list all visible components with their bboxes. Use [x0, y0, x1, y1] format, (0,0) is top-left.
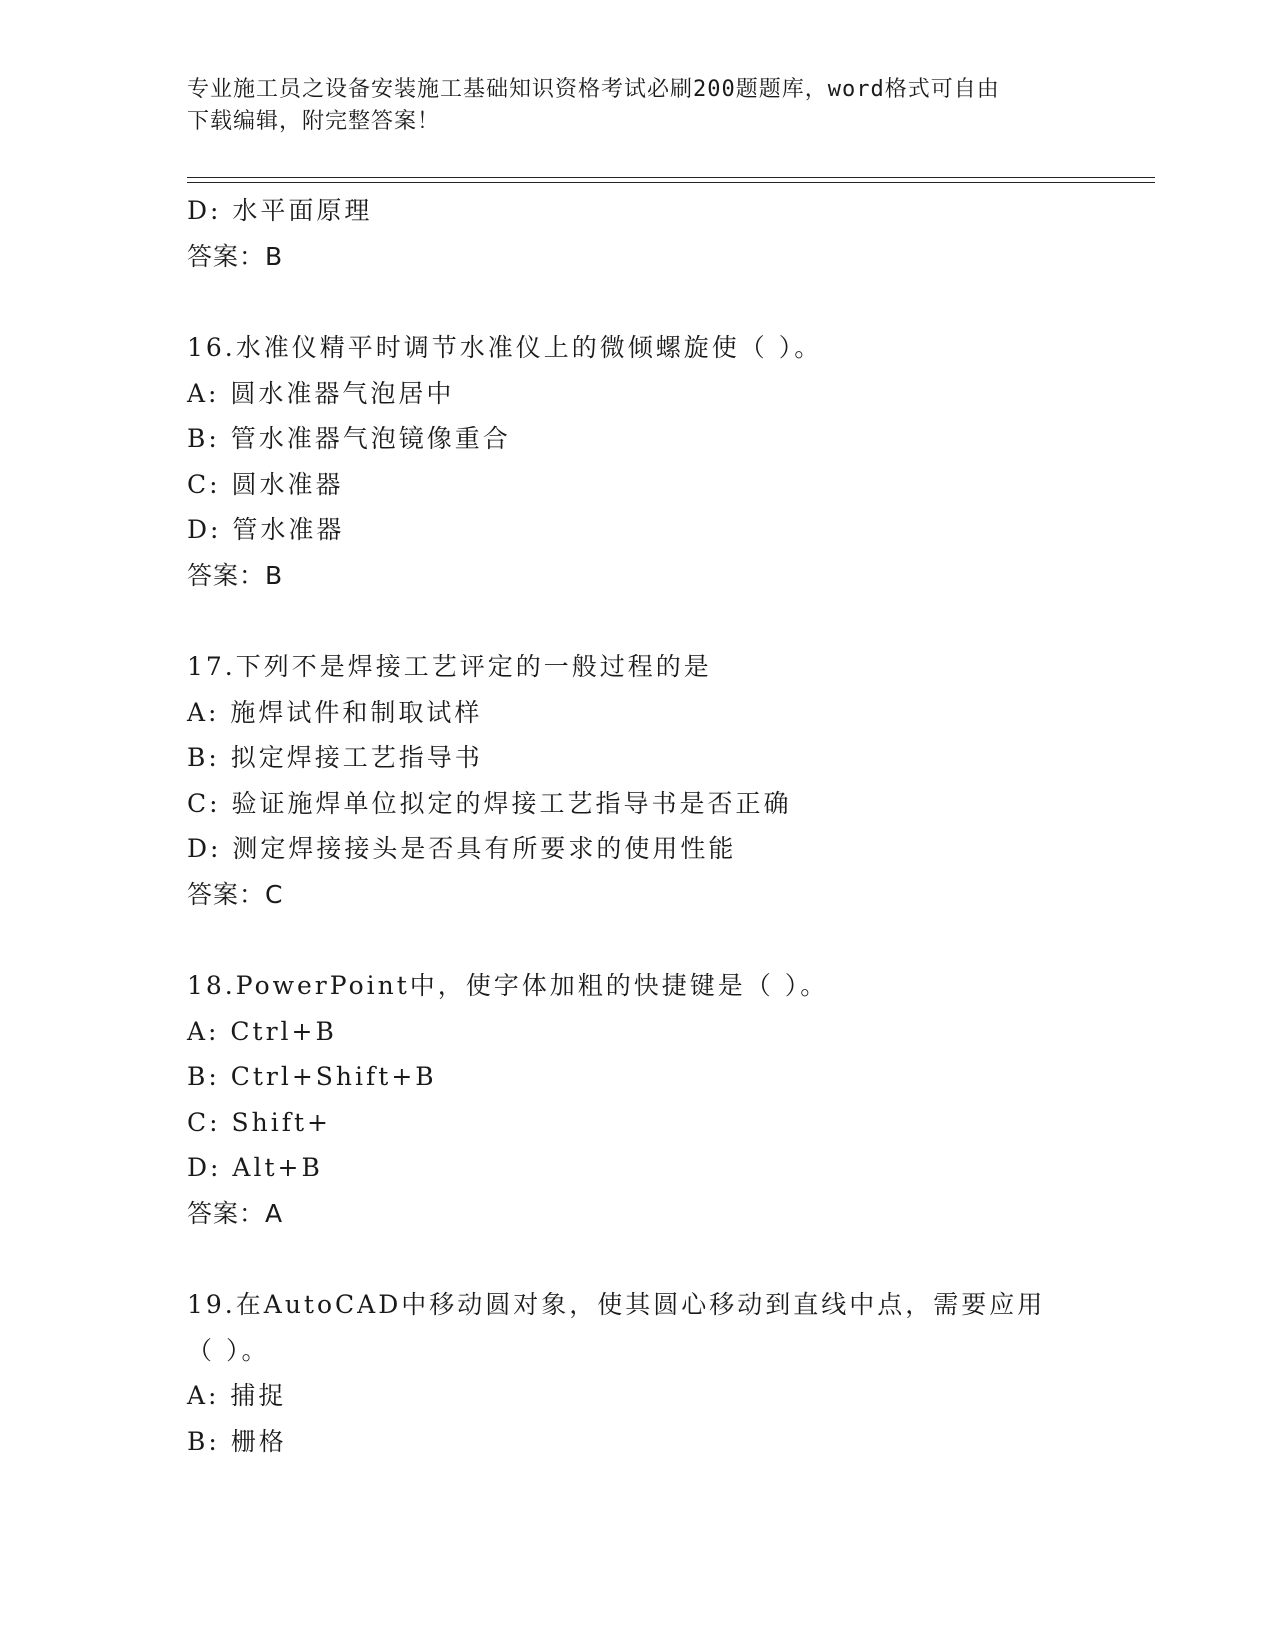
header-rule-bottom — [187, 182, 1155, 183]
q17-option-c: C: 验证施焊单位拟定的焊接工艺指导书是否正确 — [187, 788, 792, 818]
q19-option-b: B: 栅格 — [187, 1426, 287, 1456]
q16-option-a: A: 圆水准器气泡居中 — [187, 378, 455, 408]
spacer — [187, 1236, 1155, 1282]
q16-question: 16.水准仪精平时调节水准仪上的微倾螺旋使（ ）。 — [187, 333, 823, 362]
q19-question: 19.在AutoCAD中移动圆对象，使其圆心移动到直线中点，需要应用（ ）。 — [187, 1290, 1046, 1365]
q18-answer: 答案：A — [187, 1198, 284, 1228]
q18-option-a: A: Ctrl+B — [187, 1016, 337, 1046]
q19-option-a: A: 捕捉 — [187, 1381, 287, 1410]
q17-question: 17.下列不是焊接工艺评定的一般过程的是 — [187, 652, 712, 681]
spacer — [187, 598, 1155, 644]
prev-option-d: D: 水平面原理 — [187, 196, 373, 225]
q17-option-b: B: 拟定焊接工艺指导书 — [187, 743, 483, 772]
spacer — [187, 279, 1155, 325]
q16-answer: 答案：B — [187, 560, 284, 590]
q16-option-d: D: 管水准器 — [187, 515, 345, 544]
q18-option-c: C: Shift+ — [187, 1107, 331, 1137]
q16-option-c: C: 圆水准器 — [187, 469, 344, 499]
header-line-1: 专业施工员之设备安装施工基础知识资格考试必刷200题题库，word格式可自由 — [187, 77, 1000, 102]
document-header — [187, 74, 1087, 138]
question-list — [187, 188, 1155, 1464]
q18-question: 18.PowerPoint中，使字体加粗的快捷键是（ ）。 — [187, 971, 829, 1000]
q17-option-d: D: 测定焊接接头是否具有所要求的使用性能 — [187, 834, 737, 863]
prev-answer: 答案：B — [187, 241, 284, 271]
q18-option-b: B: Ctrl+Shift+B — [187, 1062, 437, 1091]
q17-answer: 答案：C — [187, 879, 284, 909]
q17-option-a: A: 施焊试件和制取试样 — [187, 697, 483, 727]
header-rule-top — [187, 177, 1155, 178]
header-line-2: 下载编辑，附完整答案！ — [187, 109, 441, 134]
q18-option-d: D: Alt+B — [187, 1153, 323, 1182]
q16-option-b: B: 管水准器气泡镜像重合 — [187, 424, 511, 453]
spacer — [187, 917, 1155, 963]
